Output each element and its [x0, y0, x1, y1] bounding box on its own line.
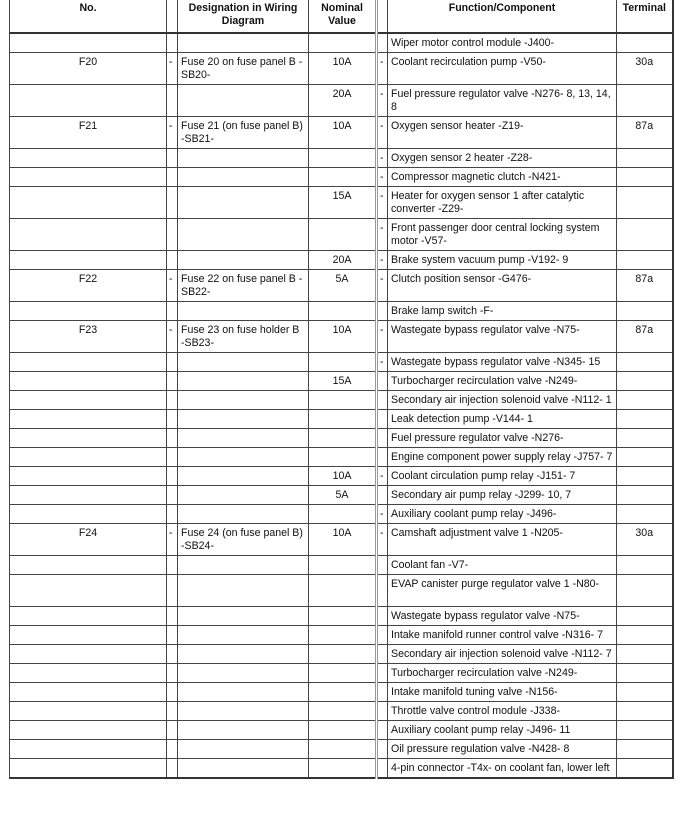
terminal-cell [617, 219, 673, 251]
dash-cell: - [377, 524, 388, 556]
nominal-value-cell [309, 410, 377, 429]
dash-cell [377, 759, 388, 779]
nominal-value-cell: 10A [309, 117, 377, 149]
fuse-number-cell [10, 575, 167, 607]
table-row [10, 664, 673, 683]
terminal-cell [617, 448, 673, 467]
fuse-number-cell [10, 607, 167, 626]
dash-cell [167, 607, 178, 626]
function-component-cell: Camshaft adjustment valve 1 -N205- [388, 524, 617, 556]
designation-cell [178, 33, 309, 53]
dash-cell: - [377, 270, 388, 302]
function-component-cell: Oil pressure regulation valve -N428- 8 [388, 740, 617, 759]
nominal-value-cell: 20A [309, 251, 377, 270]
header-row [10, 0, 673, 33]
dash-cell [167, 759, 178, 779]
header-spacer [377, 0, 388, 33]
dash-cell: - [167, 53, 178, 85]
terminal-cell [617, 683, 673, 702]
dash-cell: - [167, 524, 178, 556]
table-row [10, 321, 673, 353]
fuse-number-cell [10, 149, 167, 168]
dash-cell [167, 372, 178, 391]
fuse-number-cell [10, 505, 167, 524]
fuse-table [9, 0, 674, 779]
nominal-value-cell [309, 168, 377, 187]
terminal-cell [617, 85, 673, 117]
dash-cell: - [377, 219, 388, 251]
table-row [10, 149, 673, 168]
function-component-cell: Engine component power supply relay -J757- 7 [388, 448, 617, 467]
table-row [10, 467, 673, 486]
table-row [10, 372, 673, 391]
nominal-value-cell [309, 302, 377, 321]
dash-cell: - [377, 85, 388, 117]
designation-cell: Fuse 24 (on fuse panel B) -SB24- [178, 524, 309, 556]
table-row [10, 168, 673, 187]
fuse-number-cell [10, 429, 167, 448]
fuse-number-cell [10, 251, 167, 270]
fuse-number-cell [10, 410, 167, 429]
nominal-value-cell [309, 429, 377, 448]
terminal-cell [617, 353, 673, 372]
terminal-cell [617, 505, 673, 524]
header-no: No. [10, 0, 167, 33]
table-row [10, 302, 673, 321]
dash-cell [167, 664, 178, 683]
dash-cell [167, 448, 178, 467]
fuse-number-cell [10, 372, 167, 391]
table-row [10, 117, 673, 149]
nominal-value-cell [309, 219, 377, 251]
fuse-number-cell [10, 626, 167, 645]
table-row [10, 702, 673, 721]
fuse-number-cell [10, 168, 167, 187]
dash-cell [167, 575, 178, 607]
nominal-value-cell [309, 505, 377, 524]
dash-cell [377, 448, 388, 467]
header-terminal: Terminal [617, 0, 673, 33]
dash-cell [377, 372, 388, 391]
table-row [10, 486, 673, 505]
function-component-cell: Coolant circulation pump relay -J151- 7 [388, 467, 617, 486]
dash-cell [377, 556, 388, 575]
nominal-value-cell: 10A [309, 321, 377, 353]
fuse-number-cell [10, 391, 167, 410]
function-component-cell: Auxiliary coolant pump relay -J496- 11 [388, 721, 617, 740]
designation-cell [178, 302, 309, 321]
nominal-value-cell [309, 626, 377, 645]
terminal-cell [617, 645, 673, 664]
function-component-cell: Wastegate bypass regulator valve -N75- [388, 321, 617, 353]
dash-cell [167, 219, 178, 251]
terminal-cell [617, 626, 673, 645]
nominal-value-cell: 15A [309, 372, 377, 391]
nominal-value-cell [309, 575, 377, 607]
function-component-cell: EVAP canister purge regulator valve 1 -N80- [388, 575, 617, 607]
dash-cell [377, 486, 388, 505]
nominal-value-cell [309, 721, 377, 740]
dash-cell [377, 645, 388, 664]
function-component-cell: Turbocharger recirculation valve -N249- [388, 372, 617, 391]
nominal-value-cell [309, 645, 377, 664]
designation-cell [178, 759, 309, 779]
designation-cell [178, 391, 309, 410]
dash-cell [377, 740, 388, 759]
fuse-number-cell [10, 721, 167, 740]
designation-cell [178, 486, 309, 505]
fuse-number-cell: F24 [10, 524, 167, 556]
table-row [10, 740, 673, 759]
function-component-cell: 4-pin connector -T4x- on coolant fan, lower left [388, 759, 617, 779]
header-nominal: Nominal Value [309, 0, 377, 33]
dash-cell [167, 149, 178, 168]
designation-cell: Fuse 23 on fuse holder B -SB23- [178, 321, 309, 353]
dash-cell: - [377, 187, 388, 219]
table-row [10, 391, 673, 410]
terminal-cell: 30a [617, 53, 673, 85]
table-row [10, 683, 673, 702]
dash-cell [377, 33, 388, 53]
designation-cell [178, 251, 309, 270]
nominal-value-cell [309, 683, 377, 702]
function-component-cell: Wastegate bypass regulator valve -N345- 15 [388, 353, 617, 372]
header-designation: Designation in Wiring Diagram [178, 0, 309, 33]
dash-cell [377, 683, 388, 702]
dash-cell [167, 353, 178, 372]
dash-cell [377, 410, 388, 429]
fuse-number-cell [10, 467, 167, 486]
table-row [10, 251, 673, 270]
table-row [10, 219, 673, 251]
dash-cell [167, 702, 178, 721]
fuse-number-cell [10, 664, 167, 683]
function-component-cell: Auxiliary coolant pump relay -J496- [388, 505, 617, 524]
function-component-cell: Leak detection pump -V144- 1 [388, 410, 617, 429]
nominal-value-cell [309, 353, 377, 372]
designation-cell [178, 187, 309, 219]
table-row [10, 53, 673, 85]
function-component-cell: Wiper motor control module -J400- [388, 33, 617, 53]
terminal-cell [617, 759, 673, 779]
dash-cell [167, 683, 178, 702]
dash-cell: - [377, 251, 388, 270]
fuse-number-cell [10, 556, 167, 575]
designation-cell [178, 607, 309, 626]
dash-cell [167, 626, 178, 645]
designation-cell [178, 85, 309, 117]
terminal-cell [617, 251, 673, 270]
nominal-value-cell: 10A [309, 467, 377, 486]
dash-cell [167, 391, 178, 410]
header-spacer [167, 0, 178, 33]
table-row [10, 626, 673, 645]
fuse-number-cell [10, 759, 167, 779]
table-row [10, 448, 673, 467]
terminal-cell [617, 486, 673, 505]
terminal-cell: 87a [617, 321, 673, 353]
function-component-cell: Brake system vacuum pump -V192- 9 [388, 251, 617, 270]
dash-cell [167, 486, 178, 505]
function-component-cell: Intake manifold tuning valve -N156- [388, 683, 617, 702]
terminal-cell [617, 740, 673, 759]
dash-cell [167, 302, 178, 321]
dash-cell [377, 391, 388, 410]
terminal-cell [617, 721, 673, 740]
nominal-value-cell [309, 33, 377, 53]
dash-cell: - [377, 168, 388, 187]
table-row [10, 270, 673, 302]
dash-cell: - [167, 270, 178, 302]
function-component-cell: Secondary air injection solenoid valve -N112- 1 [388, 391, 617, 410]
dash-cell: - [167, 117, 178, 149]
dash-cell [377, 664, 388, 683]
fuse-number-cell: F20 [10, 53, 167, 85]
designation-cell [178, 721, 309, 740]
terminal-cell: 87a [617, 117, 673, 149]
nominal-value-cell [309, 556, 377, 575]
function-component-cell: Wastegate bypass regulator valve -N75- [388, 607, 617, 626]
terminal-cell [617, 467, 673, 486]
function-component-cell: Coolant fan -V7- [388, 556, 617, 575]
terminal-cell [617, 33, 673, 53]
fuse-number-cell [10, 645, 167, 664]
designation-cell [178, 353, 309, 372]
table-row [10, 575, 673, 607]
dash-cell [167, 33, 178, 53]
terminal-cell: 87a [617, 270, 673, 302]
function-component-cell: Secondary air pump relay -J299- 10, 7 [388, 486, 617, 505]
dash-cell [167, 429, 178, 448]
dash-cell [377, 721, 388, 740]
designation-cell [178, 467, 309, 486]
dash-cell [377, 429, 388, 448]
fuse-number-cell [10, 702, 167, 721]
terminal-cell [617, 372, 673, 391]
designation-cell [178, 149, 309, 168]
dash-cell: - [167, 321, 178, 353]
nominal-value-cell [309, 149, 377, 168]
fuse-number-cell: F23 [10, 321, 167, 353]
designation-cell [178, 702, 309, 721]
designation-cell [178, 575, 309, 607]
terminal-cell [617, 556, 673, 575]
function-component-cell: Secondary air injection solenoid valve -N112- 7 [388, 645, 617, 664]
fuse-number-cell [10, 219, 167, 251]
fuse-number-cell [10, 448, 167, 467]
function-component-cell: Oxygen sensor heater -Z19- [388, 117, 617, 149]
dash-cell [167, 721, 178, 740]
designation-cell [178, 626, 309, 645]
terminal-cell [617, 429, 673, 448]
dash-cell [167, 187, 178, 219]
fuse-number-cell [10, 33, 167, 53]
function-component-cell: Turbocharger recirculation valve -N249- [388, 664, 617, 683]
terminal-cell [617, 149, 673, 168]
dash-cell [377, 626, 388, 645]
terminal-cell: 30a [617, 524, 673, 556]
nominal-value-cell: 5A [309, 270, 377, 302]
fuse-number-cell [10, 683, 167, 702]
designation-cell [178, 645, 309, 664]
terminal-cell [617, 410, 673, 429]
table-row [10, 85, 673, 117]
nominal-value-cell [309, 391, 377, 410]
designation-cell [178, 740, 309, 759]
designation-cell: Fuse 20 on fuse panel B -SB20- [178, 53, 309, 85]
dash-cell [167, 505, 178, 524]
dash-cell [167, 251, 178, 270]
terminal-cell [617, 168, 673, 187]
table-row [10, 607, 673, 626]
fuse-number-cell [10, 302, 167, 321]
dash-cell [167, 740, 178, 759]
header-function: Function/Component [388, 0, 617, 33]
table-row [10, 410, 673, 429]
fuse-number-cell [10, 486, 167, 505]
designation-cell [178, 410, 309, 429]
table-row [10, 645, 673, 664]
dash-cell [377, 702, 388, 721]
fuse-number-cell [10, 85, 167, 117]
dash-cell [167, 410, 178, 429]
designation-cell [178, 683, 309, 702]
nominal-value-cell [309, 448, 377, 467]
function-component-cell: Clutch position sensor -G476- [388, 270, 617, 302]
function-component-cell: Oxygen sensor 2 heater -Z28- [388, 149, 617, 168]
function-component-cell: Intake manifold runner control valve -N316- 7 [388, 626, 617, 645]
terminal-cell [617, 702, 673, 721]
nominal-value-cell: 20A [309, 85, 377, 117]
nominal-value-cell: 10A [309, 524, 377, 556]
table-row [10, 187, 673, 219]
dash-cell [167, 168, 178, 187]
table-row [10, 505, 673, 524]
fuse-number-cell [10, 187, 167, 219]
nominal-value-cell [309, 664, 377, 683]
designation-cell [178, 505, 309, 524]
function-component-cell: Front passenger door central locking system motor -V57- [388, 219, 617, 251]
fuse-number-cell [10, 353, 167, 372]
dash-cell: - [377, 353, 388, 372]
dash-cell [167, 645, 178, 664]
nominal-value-cell [309, 759, 377, 779]
table-row [10, 556, 673, 575]
nominal-value-cell [309, 702, 377, 721]
dash-cell [377, 302, 388, 321]
table-row [10, 429, 673, 448]
function-component-cell: Compressor magnetic clutch -N421- [388, 168, 617, 187]
designation-cell: Fuse 22 on fuse panel B -SB22- [178, 270, 309, 302]
dash-cell: - [377, 117, 388, 149]
designation-cell [178, 372, 309, 391]
terminal-cell [617, 187, 673, 219]
fuse-number-cell: F21 [10, 117, 167, 149]
designation-cell [178, 168, 309, 187]
function-component-cell: Fuel pressure regulator valve -N276- [388, 429, 617, 448]
fuse-number-cell [10, 740, 167, 759]
terminal-cell [617, 575, 673, 607]
dash-cell: - [377, 149, 388, 168]
terminal-cell [617, 607, 673, 626]
fuse-number-cell: F22 [10, 270, 167, 302]
table-row [10, 524, 673, 556]
function-component-cell: Brake lamp switch -F- [388, 302, 617, 321]
dash-cell [377, 607, 388, 626]
nominal-value-cell [309, 740, 377, 759]
function-component-cell: Fuel pressure regulator valve -N276- 8, 13, 14, 8 [388, 85, 617, 117]
dash-cell [167, 556, 178, 575]
dash-cell: - [377, 321, 388, 353]
function-component-cell: Heater for oxygen sensor 1 after catalytic converter -Z29- [388, 187, 617, 219]
designation-cell [178, 556, 309, 575]
nominal-value-cell: 5A [309, 486, 377, 505]
dash-cell: - [377, 467, 388, 486]
dash-cell: - [377, 53, 388, 85]
nominal-value-cell [309, 607, 377, 626]
function-component-cell: Coolant recirculation pump -V50- [388, 53, 617, 85]
table-row [10, 721, 673, 740]
dash-cell [167, 85, 178, 117]
terminal-cell [617, 302, 673, 321]
nominal-value-cell: 15A [309, 187, 377, 219]
dash-cell: - [377, 505, 388, 524]
designation-cell [178, 664, 309, 683]
terminal-cell [617, 391, 673, 410]
terminal-cell [617, 664, 673, 683]
table-row [10, 33, 673, 53]
dash-cell [167, 467, 178, 486]
table-row [10, 759, 673, 779]
designation-cell: Fuse 21 (on fuse panel B) -SB21- [178, 117, 309, 149]
nominal-value-cell: 10A [309, 53, 377, 85]
dash-cell [377, 575, 388, 607]
designation-cell [178, 219, 309, 251]
designation-cell [178, 429, 309, 448]
table-row [10, 353, 673, 372]
designation-cell [178, 448, 309, 467]
function-component-cell: Throttle valve control module -J338- [388, 702, 617, 721]
